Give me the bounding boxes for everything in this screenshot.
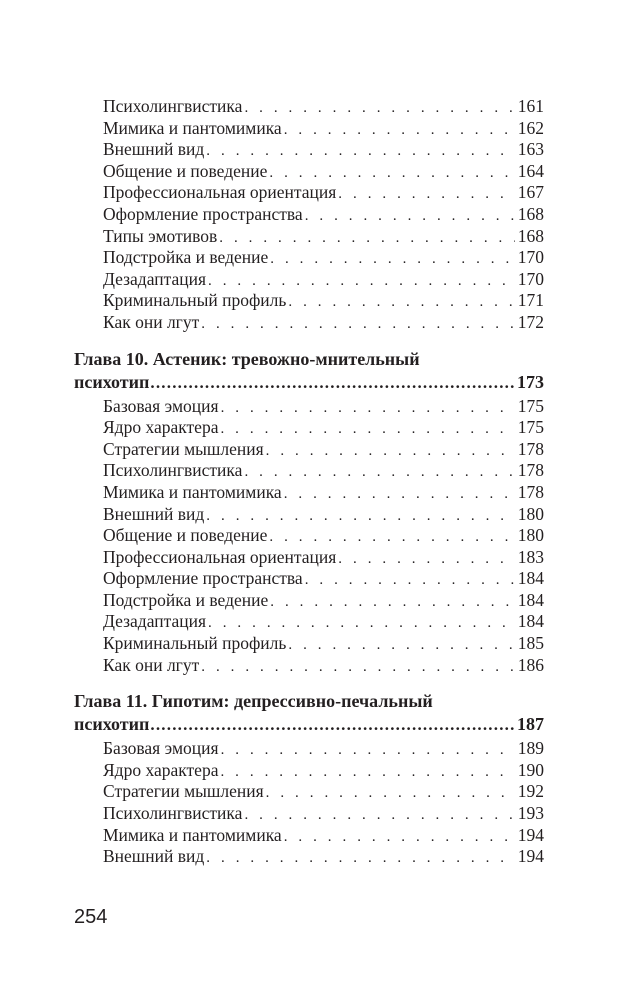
toc-entry-page: 180 [517, 525, 544, 546]
toc-entry-page: 184 [517, 589, 544, 610]
toc-entry-page: 161 [517, 96, 544, 116]
dot-leader [201, 657, 515, 679]
toc-entry-page: 168 [517, 203, 544, 224]
toc-entry-title: Базовая эмоция [103, 395, 219, 416]
dot-leader [221, 740, 515, 762]
chapter-11-block [74, 690, 544, 736]
toc-entry[interactable] [74, 161, 544, 183]
toc-entry-page: 175 [517, 417, 544, 438]
dot-leader [338, 549, 514, 571]
toc-entry-page: 184 [517, 611, 544, 632]
toc-entry-title: Ядро характера [103, 759, 219, 780]
toc-entry-page: 186 [517, 654, 544, 675]
dot-leader [270, 249, 514, 271]
dot-leader [244, 805, 514, 827]
table-of-contents [74, 96, 544, 868]
dot-leader [266, 441, 515, 463]
toc-entry-title: Криминальный профиль [103, 290, 287, 311]
chapter-title-line1: Глава 11. Гипотим: депрессивно-печальный [74, 691, 433, 712]
toc-entry-title: Дезадаптация [103, 268, 207, 289]
toc-entry[interactable] [74, 204, 544, 226]
toc-entry-page: 175 [517, 395, 544, 416]
dot-leader [150, 371, 514, 394]
toc-entry-page: 178 [517, 460, 544, 481]
toc-entry-title: Психолингвистика [103, 96, 243, 116]
toc-entry-title: Стратегии мышления [103, 438, 264, 459]
dot-leader [244, 98, 514, 120]
toc-entry[interactable] [74, 825, 544, 847]
dot-leader [206, 506, 514, 528]
toc-entry-title: Базовая эмоция [103, 738, 219, 759]
chapter-page: 187 [517, 714, 544, 735]
toc-entry[interactable] [74, 290, 544, 312]
chapter-title-line1: Глава 10. Астеник: тревожно-мнительный [74, 348, 420, 369]
toc-entry-page: 192 [517, 781, 544, 802]
toc-entry[interactable] [74, 417, 544, 439]
dot-leader [269, 163, 514, 185]
page-number: 254 [74, 906, 108, 928]
toc-entry-title: Стратегии мышления [103, 781, 264, 802]
toc-entry[interactable] [74, 226, 544, 248]
toc-entry-page: 163 [517, 139, 544, 160]
dot-leader [206, 141, 514, 163]
toc-entry-page: 194 [517, 846, 544, 867]
dot-leader [219, 228, 515, 250]
toc-entry-page: 184 [517, 568, 544, 589]
toc-entry[interactable] [74, 396, 544, 418]
toc-entry[interactable] [74, 525, 544, 547]
toc-entry-title: Криминальный профиль [103, 633, 287, 654]
toc-entry[interactable] [74, 611, 544, 633]
toc-entry[interactable] [74, 846, 544, 868]
toc-entry[interactable] [74, 590, 544, 612]
toc-entry-page: 164 [517, 160, 544, 181]
toc-entry[interactable] [74, 760, 544, 782]
toc-entry-title: Как они лгут [103, 311, 200, 332]
toc-entry[interactable] [74, 247, 544, 269]
toc-entry[interactable] [74, 633, 544, 655]
dot-leader [288, 292, 514, 314]
dot-leader [221, 398, 515, 420]
toc-entry-page: 194 [517, 824, 544, 845]
dot-leader [284, 827, 515, 849]
toc-entry[interactable] [74, 504, 544, 526]
chapter-title-line2: психотип [74, 371, 150, 392]
toc-entry-page: 168 [517, 225, 544, 246]
chapter-heading[interactable] [74, 690, 544, 736]
dot-leader [288, 635, 514, 657]
toc-entry-page: 185 [517, 633, 544, 654]
dot-leader [284, 484, 515, 506]
toc-entry-page: 183 [517, 546, 544, 567]
dot-leader [150, 713, 514, 736]
chapter-title-line2: психотип [74, 714, 150, 735]
dot-leader [208, 271, 515, 293]
toc-entry-title: Профессиональная ориентация [103, 182, 337, 203]
toc-entry[interactable] [74, 312, 544, 334]
toc-entry-page: 178 [517, 481, 544, 502]
toc-entry[interactable] [74, 482, 544, 504]
toc-group-continued [74, 96, 544, 334]
toc-entry-title: Внешний вид [103, 846, 205, 867]
toc-entry-title: Общение и поведение [103, 160, 268, 181]
toc-entry[interactable] [74, 182, 544, 204]
chapter-10-block [74, 348, 544, 394]
dot-leader [305, 206, 515, 228]
toc-entry[interactable] [74, 568, 544, 590]
dot-leader [284, 120, 515, 142]
chapter-title-line2-row [74, 713, 544, 736]
toc-entry-page: 193 [517, 803, 544, 824]
toc-entry-page: 162 [517, 117, 544, 138]
toc-entry-title: Дезадаптация [103, 611, 207, 632]
toc-entry-title: Ядро характера [103, 417, 219, 438]
toc-entry[interactable] [74, 655, 544, 677]
toc-entry-title: Оформление пространства [103, 203, 303, 224]
chapter-10-entries [74, 396, 544, 677]
dot-leader [206, 848, 514, 870]
toc-entry-page: 190 [517, 759, 544, 780]
toc-entry-page: 171 [517, 290, 544, 311]
dot-leader [305, 570, 515, 592]
toc-entry[interactable] [74, 139, 544, 161]
toc-entry-title: Типы эмотивов [103, 225, 218, 246]
toc-entry-page: 189 [517, 738, 544, 759]
chapter-11-entries [74, 738, 544, 868]
toc-entry-title: Психолингвистика [103, 803, 243, 824]
dot-leader [220, 419, 514, 441]
toc-entry[interactable] [74, 803, 544, 825]
toc-entry-title: Мимика и пантомимика [103, 117, 282, 138]
toc-entry-title: Внешний вид [103, 139, 205, 160]
toc-entry-page: 178 [517, 438, 544, 459]
chapter-heading[interactable] [74, 348, 544, 394]
dot-leader [244, 462, 514, 484]
chapter-page: 173 [517, 371, 544, 392]
toc-entry-page: 170 [517, 268, 544, 289]
dot-leader [269, 527, 514, 549]
toc-entry-title: Оформление пространства [103, 568, 303, 589]
toc-entry[interactable] [74, 269, 544, 291]
dot-leader [201, 314, 515, 336]
toc-entry-title: Мимика и пантомимика [103, 824, 282, 845]
toc-entry-title: Подстройка и ведение [103, 247, 269, 268]
chapter-title-line2-row [74, 371, 544, 394]
toc-entry-title: Внешний вид [103, 503, 205, 524]
dot-leader [220, 762, 514, 784]
toc-entry[interactable] [74, 96, 544, 118]
toc-entry-page: 167 [517, 182, 544, 203]
dot-leader [270, 592, 514, 614]
toc-entry[interactable] [74, 781, 544, 803]
toc-entry[interactable] [74, 118, 544, 140]
toc-entry-page: 180 [517, 503, 544, 524]
toc-entry[interactable] [74, 738, 544, 760]
toc-entry[interactable] [74, 547, 544, 569]
toc-entry-title: Как они лгут [103, 654, 200, 675]
toc-entry-title: Подстройка и ведение [103, 589, 269, 610]
dot-leader [266, 783, 515, 805]
toc-entry[interactable] [74, 460, 544, 482]
dot-leader [208, 613, 515, 635]
toc-entry-page: 172 [517, 311, 544, 332]
toc-entry-title: Психолингвистика [103, 460, 243, 481]
toc-entry-title: Общение и поведение [103, 525, 268, 546]
toc-entry-title: Мимика и пантомимика [103, 481, 282, 502]
dot-leader [338, 184, 514, 206]
toc-entry[interactable] [74, 439, 544, 461]
toc-entry-page: 170 [517, 247, 544, 268]
toc-entry-title: Профессиональная ориентация [103, 546, 337, 567]
